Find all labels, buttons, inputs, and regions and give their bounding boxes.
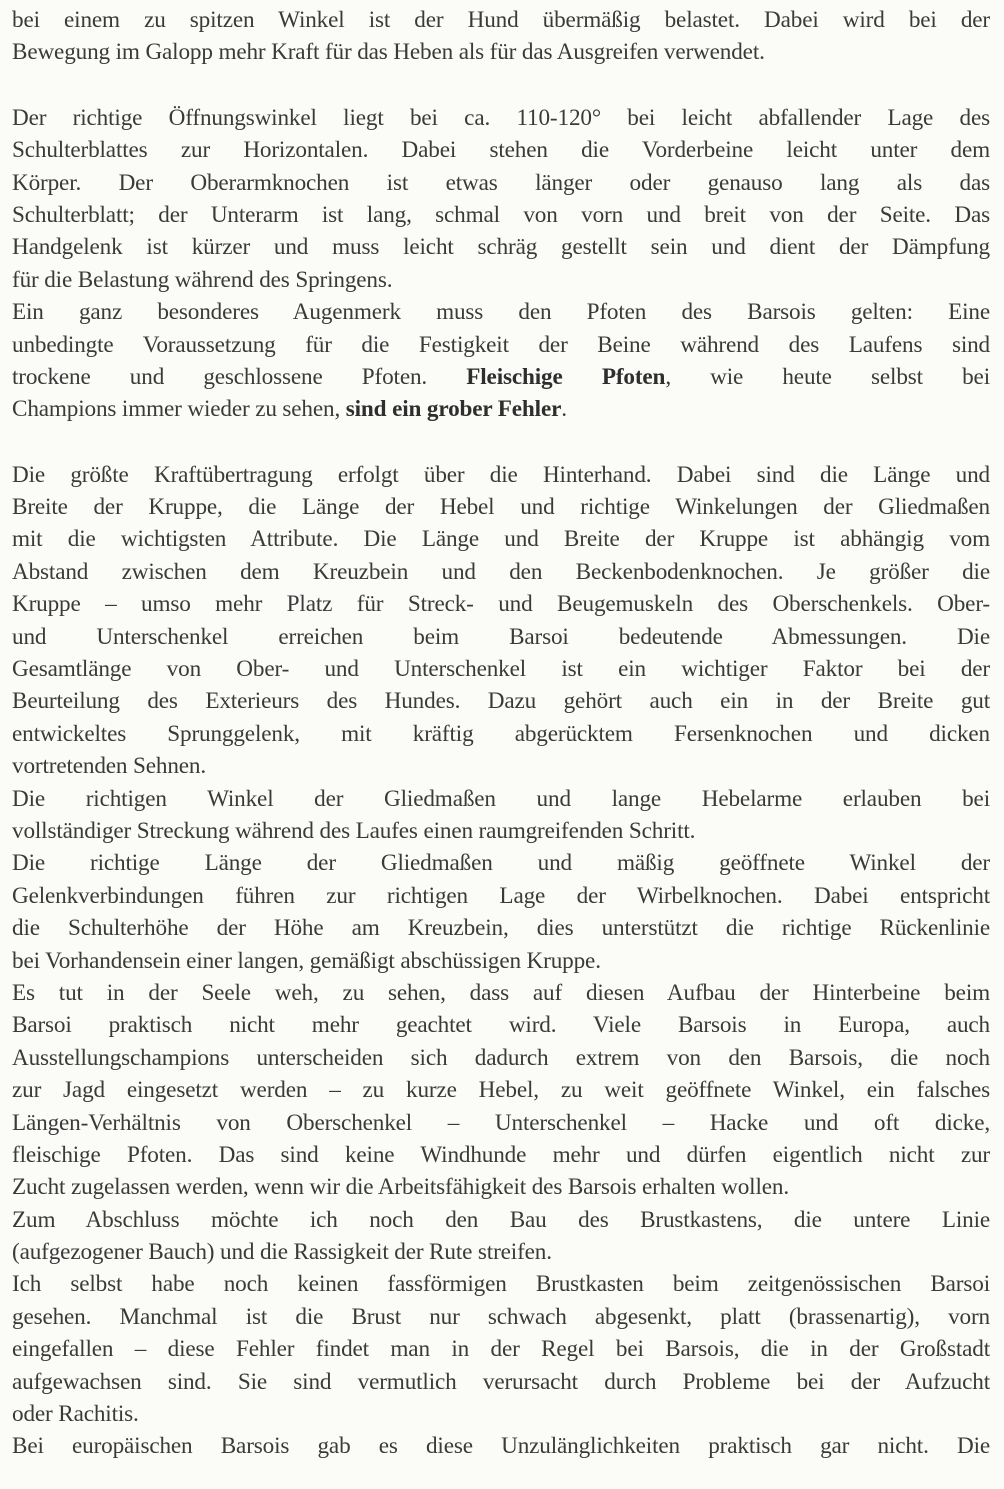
document-page xyxy=(12,4,990,1463)
text-line: Handgelenk ist kürzer und muss leicht schräg gestellt sein und dient der Dämpfung xyxy=(12,234,990,261)
text-segment: . xyxy=(561,396,567,423)
text-line: Schulterblatt; der Unterarm ist lang, schmal von vorn und breit von der Seite. Das xyxy=(12,201,990,228)
text-line xyxy=(12,393,990,425)
paragraph xyxy=(12,977,990,1204)
text-line: Längen-Verhältnis von Oberschenkel – Unterschenkel – Hacke und oft dicke, xyxy=(12,1109,990,1136)
text-line: Barsoi praktisch nicht mehr geachtet wird. Viele Barsois in Europa, auch xyxy=(12,1012,990,1039)
text-line: Zum Abschluss möchte ich noch den Bau des Brustkastens, die untere Linie xyxy=(12,1206,990,1233)
paragraph-gap xyxy=(12,69,990,102)
text-line: Der richtige Öffnungswinkel liegt bei ca. 110-120° bei leicht abfallender Lage des xyxy=(12,104,990,131)
text-line: Breite der Kruppe, die Länge der Hebel und richtige Winkelungen der Gliedmaßen xyxy=(12,494,990,521)
text-line: Bewegung im Galopp mehr Kraft für das Heben als für das Ausgreifen verwendet. xyxy=(12,39,765,66)
text-line: vortretenden Sehnen. xyxy=(12,753,207,780)
text-line: Es tut in der Seele weh, zu sehen, dass auf diesen Aufbau der Hinterbeine beim xyxy=(12,979,990,1006)
text-line: und Unterschenkel erreichen beim Barsoi bedeutende Abmessungen. Die xyxy=(12,623,990,650)
text-line: Gelenkverbindungen führen zur richtigen Lage der Wirbelknochen. Dabei entspricht xyxy=(12,882,990,909)
paragraph xyxy=(12,296,990,426)
paragraph xyxy=(12,1430,990,1462)
text-line: Ich selbst habe noch keinen fassförmigen Brustkasten beim zeitgenössischen Barsoi xyxy=(12,1271,990,1298)
text-line: Abstand zwischen dem Kreuzbein und den Beckenbodenknochen. Je größer die xyxy=(12,558,990,585)
text-line: gesehen. Manchmal ist die Brust nur schwach abgesenkt, platt (brassenartig), vorn xyxy=(12,1303,990,1330)
text-line: für die Belastung während des Springens. xyxy=(12,266,393,293)
text-line: Beurteilung des Exterieurs des Hundes. Dazu gehört auch ein in der Breite gut xyxy=(12,688,990,715)
paragraph-gap xyxy=(12,426,990,459)
text-line: vollständiger Streckung während des Laufes einen raumgreifenden Schritt. xyxy=(12,817,696,844)
text-line: Körper. Der Oberarmknochen ist etwas länger oder genauso lang als das xyxy=(12,169,990,196)
paragraph xyxy=(12,1204,990,1269)
text-line: Die richtige Länge der Gliedmaßen und mäßig geöffnete Winkel der xyxy=(12,850,990,877)
text-line: Bei europäischen Barsois gab es diese Unzulänglichkeiten praktisch gar nicht. Die xyxy=(12,1433,990,1460)
text-line: eingefallen – diese Fehler findet man in der Regel bei Barsois, die in der Großstadt xyxy=(12,1336,990,1363)
text-line: (aufgezogener Bauch) und die Rassigkeit der Rute streifen. xyxy=(12,1239,552,1266)
paragraph xyxy=(12,783,990,848)
paragraph xyxy=(12,4,990,69)
text-line: Ein ganz besonderes Augenmerk muss den Pfoten des Barsois gelten: Eine xyxy=(12,299,990,326)
text-segment: trockene und geschlossene Pfoten. xyxy=(12,363,467,390)
text-line: Die größte Kraftübertragung erfolgt über die Hinterhand. Dabei sind die Länge und xyxy=(12,461,990,488)
paragraph xyxy=(12,1268,990,1430)
text-line: zur Jagd eingesetzt werden – zu kurze Hebel, zu weit geöffnete Winkel, ein falsches xyxy=(12,1077,990,1104)
paragraph xyxy=(12,847,990,977)
text-line: fleischige Pfoten. Das sind keine Windhunde mehr und dürfen eigentlich nicht zur xyxy=(12,1141,990,1168)
text-segment: Champions immer wieder zu sehen, xyxy=(12,396,346,423)
text-line: Die richtigen Winkel der Gliedmaßen und lange Hebelarme erlauben bei xyxy=(12,785,990,812)
text-line: aufgewachsen sind. Sie sind vermutlich verursacht durch Probleme bei der Aufzucht xyxy=(12,1368,990,1395)
text-line: die Schulterhöhe der Höhe am Kreuzbein, dies unterstützt die richtige Rückenlinie xyxy=(12,915,990,942)
text-line: Ausstellungschampions unterscheiden sich dadurch extrem von den Barsois, die noch xyxy=(12,1044,990,1071)
text-line: bei Vorhandensein einer langen, gemäßigt abschüssigen Kruppe. xyxy=(12,947,601,974)
text-line: Schulterblattes zur Horizontalen. Dabei stehen die Vorderbeine leicht unter dem xyxy=(12,137,990,164)
text-segment: , wie heute selbst bei xyxy=(665,363,990,390)
bold-emphasis: sind ein grober Fehler xyxy=(345,396,562,423)
text-line: Kruppe – umso mehr Platz für Streck- und Beugemuskeln des Oberschenkels. Ober- xyxy=(12,591,990,618)
text-line: entwickeltes Sprunggelenk, mit kräftig abgerücktem Fersenknochen und dicken xyxy=(12,720,990,747)
text-line: mit die wichtigsten Attribute. Die Länge und Breite der Kruppe ist abhängig vom xyxy=(12,526,990,553)
text-line: Zucht zugelassen werden, wenn wir die Arbeitsfähigkeit des Barsois erhalten wollen. xyxy=(12,1174,789,1201)
paragraph xyxy=(12,459,990,783)
text-line: Gesamtlänge von Ober- und Unterschenkel ist ein wichtiger Faktor bei der xyxy=(12,656,990,683)
text-line: oder Rachitis. xyxy=(12,1401,139,1428)
text-line xyxy=(12,361,990,393)
text-line: unbedingte Voraussetzung für die Festigkeit der Beine während des Laufens sind xyxy=(12,331,990,358)
text-line: bei einem zu spitzen Winkel ist der Hund übermäßig belastet. Dabei wird bei der xyxy=(12,7,990,33)
bold-emphasis: Fleischige Pfoten xyxy=(466,363,666,390)
paragraph xyxy=(12,102,990,296)
